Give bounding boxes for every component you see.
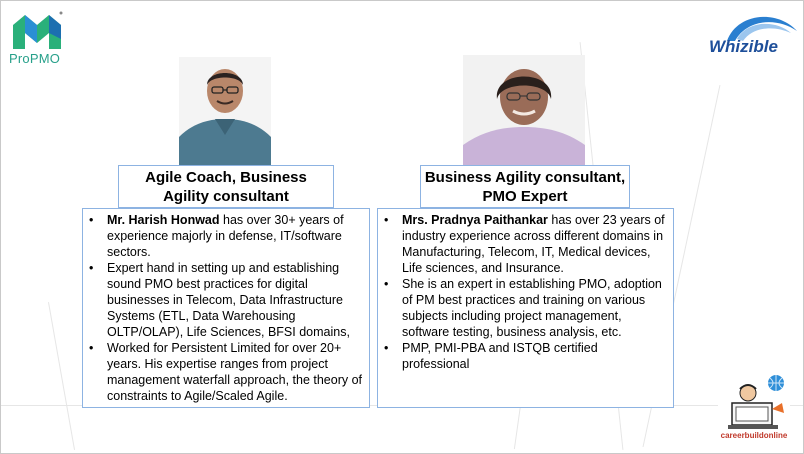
bio-bullet	[402, 276, 667, 340]
role-title-pradnya	[420, 165, 630, 208]
person-name: Mr. Harish Honwad	[107, 213, 220, 227]
person-name: Mrs. Pradnya Paithankar	[402, 213, 548, 227]
bio-list	[83, 209, 369, 404]
bio-text: Worked for Persistent Limited for over 20+ years. His expertise ranges from project management waterfall approach, the theory of constraints to Agile/Scaled Agile.	[107, 341, 363, 403]
role-title-line: Agility consultant	[163, 187, 289, 205]
bio-list	[378, 209, 673, 372]
whizible-logo-text: Whizible	[709, 37, 778, 56]
role-title-line: PMO Expert	[482, 187, 568, 205]
propmo-logo-text: ProPMO	[9, 51, 61, 66]
bio-bullet	[107, 340, 363, 404]
bio-bullet	[402, 212, 667, 276]
bio-text: PMP, PMI-PBA and ISTQB certified professional	[402, 341, 598, 371]
role-title-line: Agile Coach, Business	[145, 168, 307, 186]
propmo-logo-icon	[9, 9, 65, 53]
bio-text: She is an expert in establishing PMO, adoption of PM best practices and training on various subjects including project management, software testing, business analysis, etc.	[402, 277, 662, 339]
careerbuildonline-logo	[718, 373, 790, 445]
harish-photo	[179, 57, 271, 165]
person-photo-icon	[179, 57, 271, 165]
bio-text: Expert hand in setting up and establishing sound PMO best practices for digital businesses in Telecom, Data Infrastructure Systems (ETL, Data Warehousing OLTP/OLAP), Life Sciences, BFSI domains,	[107, 261, 350, 339]
bio-pradnya	[377, 208, 674, 408]
bio-harish	[82, 208, 370, 408]
bio-bullet	[402, 340, 667, 372]
bio-text: has over 30+ years of experience majorly in defense, IT/software sectors.	[107, 213, 344, 259]
pradnya-photo	[463, 55, 585, 165]
role-title-harish	[118, 165, 334, 208]
person-photo-icon	[463, 55, 585, 165]
bio-bullet	[107, 260, 363, 340]
careerbuild-logo-text: careerbuildonline	[720, 431, 788, 440]
role-title-line: Business Agility consultant,	[424, 168, 626, 186]
bio-text: has over 23 years of industry experience across different domains in Manufacturing, Telecom, IT, Medical devices, Life sciences, and Insurance.	[402, 213, 665, 275]
background-line	[48, 302, 75, 450]
bio-bullet	[107, 212, 363, 260]
